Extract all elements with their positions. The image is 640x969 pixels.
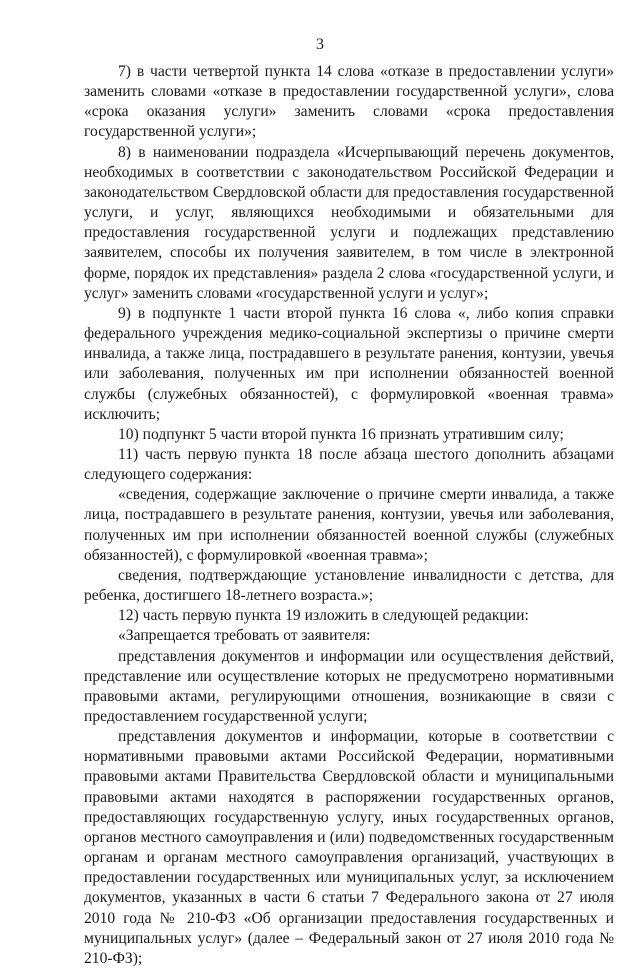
paragraph-item-8: 8) в наименовании подраздела «Исчерпывающий перечень документов, необходимых в соответствии с законодательством Российской Федерации и законодательством Свердловской области для предоставления государственной услуги, и услуг, являющихся необходимыми и обязательными для предоставления государственной услуги и подлежащих представлению заявителем, способы их получения заявителем, в том числе в электронной форме, порядок их представления» раздела 2 слова «государственной услуги, и услуг» заменить словами «государственной услуги и услуг»; (84, 143, 614, 302)
quoted-paragraph-disability: сведения, подтверждающие установление инвалидности с детства, для ребенка, достигшего 18-летнего возраста.»; (84, 566, 614, 605)
paragraph-item-7: 7) в части четвертой пункта 14 слова «отказе в предоставлении услуги» заменить словами «отказе в предоставлении государственной услуги», слова «срока оказания услуги» заменить словами «срока предоставления государственной услуги»; (84, 63, 614, 141)
prohibition-clause-documents-held: представления документов и информации, которые в соответствии с нормативными правовыми актами Российской Федерации, нормативными правовыми актами Правительства Свердловской области и муниципальными правовыми актами находятся в распоряжении государственных органов, предоставляющих государственную услугу, иных государственных органов, органов местного самоуправления и (или) подведомственных государственным органам и органам местного самоуправления организаций, участвующих в предоставлении государственных или муниципальных услуг, за исключением документов, указанных в части 6 статьи 7 Федерального закона от 27 июля 2010 года № 210-ФЗ «Об организации предоставления государственных и муниципальных услуг» (далее – Федеральный закон от 27 июля 2010 года № 210-ФЗ); (84, 728, 614, 967)
page-number: 3 (316, 36, 324, 53)
prohibition-clause-documents-actions: представления документов и информации или осуществления действий, представление или осуществление которых не предусмотрено нормативными правовыми актами, регулирующими отношения, возникающие в связи с предоставлением государственной услуги; (84, 647, 614, 725)
paragraph-item-11: 11) часть первую пункта 18 после абзаца шестого дополнить абзацами следующего содержания: (84, 445, 614, 484)
document-body (84, 62, 614, 969)
quoted-paragraph-death-cause: «сведения, содержащие заключение о причине смерти инвалида, а также лица, пострадавшего в результате ранения, контузии, увечья или заболевания, полученных им при исполнении обязанностей военной службы (служебных обязанностей), с формулировкой «военная травма»; (84, 486, 614, 564)
paragraph-item-12: 12) часть первую пункта 19 изложить в следующей редакции: (118, 607, 529, 625)
paragraph-item-9: 9) в подпункте 1 части второй пункта 16 слова «, либо копия справки федерального учреждения медико-социальной экспертизы о причине смерти инвалида, а также лица, пострадавшего в результате ранения, контузии, увечья или заболевания, полученных им при исполнении обязанностей военной службы (служебных обязанностей), с формулировкой «военная травма» исключить; (84, 304, 614, 423)
paragraph-item-10: 10) подпункт 5 части второй пункта 16 признать утратившим силу; (118, 425, 564, 443)
quoted-paragraph-prohibition: «Запрещается требовать от заявителя: (118, 627, 371, 645)
